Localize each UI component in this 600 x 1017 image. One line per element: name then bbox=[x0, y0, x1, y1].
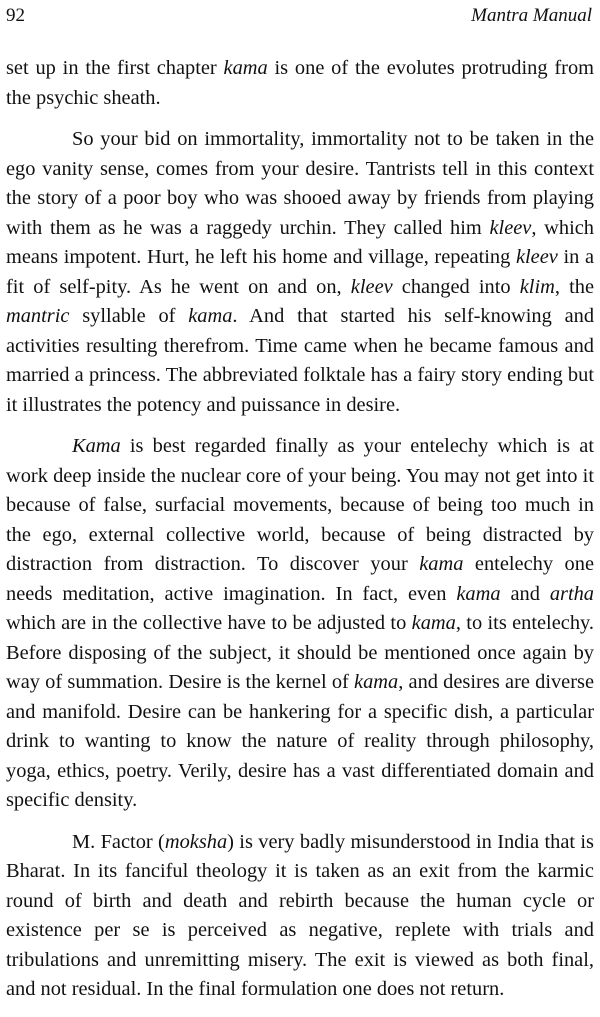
italic-term: kama bbox=[411, 612, 456, 634]
text-segment: is best regarded finally as your entelechy which is at work deep inside the nuclear core of your being. You may not get into it because of false, surfacial movements, because of being too much in the ego, external collective world, because of being distracted by distraction from distraction. To discover your bbox=[6, 435, 594, 575]
italic-term: moksha bbox=[164, 830, 228, 853]
text-segment: , to its entelechy. Before disposing of the subject, it should be mentioned once again by way of summation. Desire is the kernel of bbox=[6, 612, 594, 693]
italic-term: Kama bbox=[72, 435, 121, 457]
body-text bbox=[6, 54, 594, 1017]
text-segment: , the bbox=[554, 275, 594, 298]
page-header bbox=[0, 4, 600, 28]
paragraph-3 bbox=[6, 432, 594, 816]
text-segment: and bbox=[500, 582, 550, 605]
italic-term: klim bbox=[519, 275, 555, 298]
italic-term: kama bbox=[456, 582, 501, 605]
text-segment: So your bid on immortality, immortality not to be taken in the ego vanity sense, comes from your desire. Tantrists tell in this context the story of a poor boy who was shooed away by friends from playing with them as he was a raggedy urchin. They called him bbox=[6, 128, 594, 239]
italic-term: kleev bbox=[350, 275, 393, 298]
text-segment: . And that started his self-knowing and activities resulting therefrom. Time came when he became famous and married a princess. The abbreviated folktale has a fairy story ending but it illustrates the potency and puissance in desire. bbox=[6, 305, 595, 416]
text-segment: M. Factor ( bbox=[72, 830, 165, 853]
page-number: 92 bbox=[6, 5, 25, 26]
text-segment: which are in the collective have to be adjusted to bbox=[6, 612, 412, 634]
text-segment: syllable of bbox=[69, 305, 189, 327]
italic-term: artha bbox=[549, 582, 594, 605]
italic-term: kama bbox=[419, 553, 464, 575]
paragraph-4 bbox=[6, 828, 594, 1005]
text-segment: is one of the evolutes protruding from the psychic sheath. bbox=[6, 57, 594, 109]
italic-term: kama bbox=[354, 671, 399, 693]
text-segment: in a fit of self-pity. As he went on and on, bbox=[6, 246, 594, 298]
italic-term: kleev bbox=[489, 216, 532, 239]
running-head: Mantra Manual bbox=[471, 5, 592, 26]
text-segment: set up in the first chapter bbox=[6, 57, 224, 79]
paragraph-1 bbox=[6, 54, 594, 113]
paragraph-2 bbox=[6, 125, 594, 420]
italic-term: kleev bbox=[515, 246, 558, 268]
text-segment: entelechy one needs meditation, active imagination. In fact, even bbox=[6, 553, 594, 605]
italic-term: kama bbox=[223, 57, 268, 79]
text-segment: , and desires are diverse and manifold. Desire can be hankering for a specific dish, a particular drink to wanting to know the nature of reality through philosophy, yoga, ethics, poetry. Verily, desire has a vast differentiated domain and specific density. bbox=[6, 671, 595, 811]
text-segment: , which means impotent. Hurt, he left his home and village, repeating bbox=[6, 216, 594, 268]
italic-term: mantric bbox=[6, 305, 70, 327]
italic-term: kama bbox=[188, 305, 233, 327]
text-segment: changed into bbox=[392, 275, 520, 298]
text-segment: ) is very badly misunderstood in India that is Bharat. In its fanciful theology it is taken as an exit from the karmic round of birth and death and rebirth because the human cycle or existence per se is perceived as negative, replete with trials and tribulations and unremitting misery. The exit is viewed as both final, and not residual. In the final formulation one does not return. bbox=[6, 830, 594, 1000]
